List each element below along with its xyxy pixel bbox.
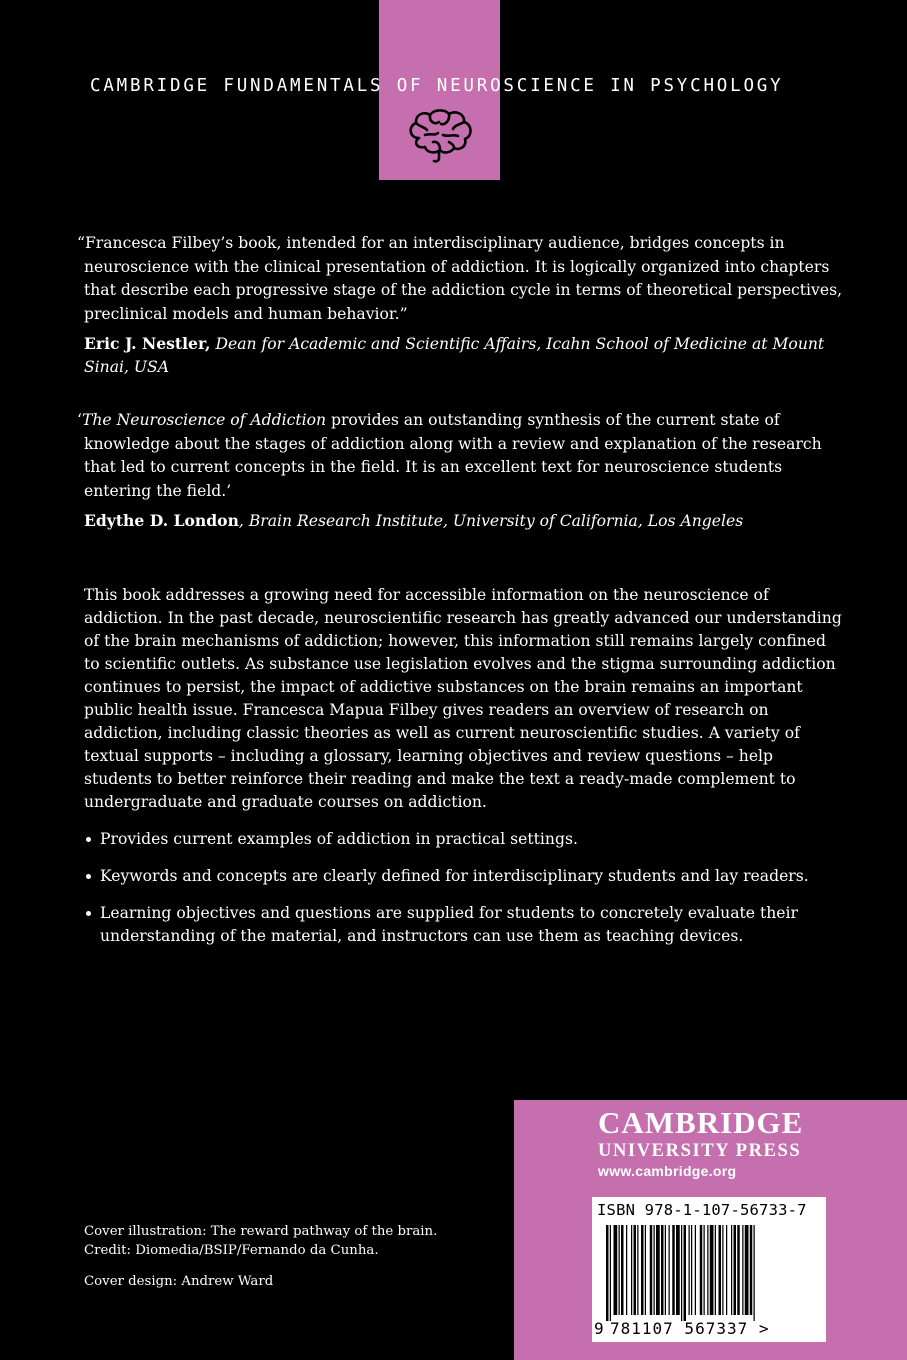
endorsement-2	[77, 409, 844, 533]
barcode-bar	[619, 1225, 620, 1315]
barcode-digit-first: 9	[594, 1319, 605, 1338]
barcode-bar	[672, 1225, 675, 1315]
bullet-icon	[86, 874, 91, 879]
barcode-bar	[650, 1225, 653, 1315]
endorsement-2-name: Edythe D. London	[84, 511, 239, 530]
design-credit: Cover design: Andrew Ward	[84, 1274, 274, 1289]
series-title: CAMBRIDGE FUNDAMENTALS OF NEUROSCIENCE IN PSYCHOLOGY	[90, 76, 784, 96]
barcode-bar	[684, 1225, 687, 1321]
endorsement-1-quote: “Francesca Filbey’s book, intended for an interdisciplinary audience, bridges concepts in neuroscience with the clinical presentation of addiction. It is logically organized into chapters that describe each progressive stage of the addiction cycle in terms of theoretical perspectives, preclinical models and human behavior.”	[77, 234, 843, 323]
barcode-bar	[681, 1225, 682, 1321]
barcode-bar	[665, 1225, 666, 1315]
endorsement-2-open-mark: ‘	[77, 411, 82, 429]
feature-text: Provides current examples of addiction in practical settings.	[100, 830, 578, 848]
feature-text: Keywords and concepts are clearly defined for interdisciplinary students and lay readers.	[100, 867, 809, 885]
endorsement-2-quote-text: provides an outstanding synthesis of the current state of knowledge about the stages of addiction along with a review and explanation of the research that led to current concepts in the field. It is an excellent text for neuroscience students entering the field.’	[84, 411, 822, 500]
barcode-bar	[669, 1225, 670, 1315]
feature-list	[84, 828, 844, 948]
publisher-name: CAMBRIDGE	[598, 1105, 804, 1140]
barcode-bar	[641, 1225, 644, 1315]
barcode-bar	[745, 1225, 749, 1315]
barcode-bar	[734, 1225, 737, 1315]
barcode-bar	[689, 1225, 690, 1315]
barcode-bar	[637, 1225, 638, 1315]
endorsement-1-attribution	[84, 332, 844, 379]
barcode-bar	[656, 1225, 660, 1315]
barcode-bar	[742, 1225, 743, 1315]
endorsement-1	[77, 232, 844, 379]
endorsement-2-affiliation: , Brain Research Institute, University of California, Los Angeles	[238, 512, 744, 530]
publisher-logo	[598, 1106, 898, 1181]
barcode-bar	[750, 1225, 753, 1315]
book-description	[84, 584, 844, 962]
barcode-bar	[695, 1225, 696, 1315]
barcode-bar	[719, 1225, 722, 1315]
feature-item	[84, 865, 844, 888]
isbn-label: ISBN 978-1-107-56733-7	[597, 1201, 807, 1219]
endorsement-2-quote	[77, 409, 844, 503]
barcode-bar	[726, 1225, 727, 1315]
barcode-bar	[715, 1225, 716, 1315]
endorsement-1-affiliation: Dean for Academic and Scientific Affairs, Icahn School of Medicine at Mount Sinai, USA	[84, 335, 825, 376]
publisher-box	[514, 1100, 907, 1360]
feature-item	[84, 902, 844, 948]
feature-text: Learning objectives and questions are supplied for students to concretely evaluate their understanding of the material, and instructors can use them as teaching devices.	[100, 904, 798, 945]
endorsement-2-book-title: The Neuroscience of Addiction	[81, 411, 327, 429]
barcode-bar	[731, 1225, 732, 1315]
barcode-bar	[700, 1225, 703, 1315]
brain-icon	[405, 108, 475, 164]
barcode-bars	[606, 1225, 812, 1321]
barcode-bar	[707, 1225, 708, 1315]
cover-credits	[84, 1222, 504, 1291]
barcode-bar	[722, 1225, 723, 1315]
barcode-bar	[621, 1225, 624, 1315]
feature-item	[84, 828, 844, 851]
illustration-credit: Cover illustration: The reward pathway of the brain.	[84, 1224, 438, 1239]
endorsement-1-name: Eric J. Nestler,	[84, 334, 211, 353]
bullet-icon	[86, 911, 91, 916]
barcode-bar	[654, 1225, 655, 1315]
barcode-bar	[645, 1225, 646, 1315]
publisher-subname: UNIVERSITY PRESS	[598, 1141, 802, 1161]
barcode-bar	[710, 1225, 714, 1315]
barcode-bar	[634, 1225, 637, 1315]
barcode-bar	[661, 1225, 664, 1315]
barcode-bar	[691, 1225, 692, 1315]
photo-credit: Credit: Diomedia/BSIP/Fernando da Cunha.	[84, 1243, 379, 1258]
barcode-bar	[737, 1225, 740, 1315]
barcode-bar	[606, 1225, 609, 1321]
description-paragraph: This book addresses a growing need for accessible information on the neuroscience of addiction. In the past decade, neuroscientific research has greatly advanced our understanding of the brain mechanisms of addiction; however, this information still remains largely confined to scientific outlets. As substance use legislation evolves and the stigma surrounding addiction continues to persist, the impact of addictive substances on the brain remains an important public health issue. Francesca Mapua Filbey gives readers an overview of research on addiction, including classic theories as well as current neuroscientific studies. A variety of textual supports – including a glossary, learning objectives and review questions – help students to better reinforce their reading and make the text a ready-made complement to undergraduate and graduate courses on addiction.	[84, 586, 842, 811]
barcode-bar	[676, 1225, 680, 1315]
barcode-bar	[754, 1225, 755, 1321]
barcode-bar	[704, 1225, 705, 1315]
isbn-barcode	[592, 1197, 826, 1342]
endorsement-2-attribution	[84, 509, 844, 533]
publisher-url: www.cambridge.org	[598, 1163, 737, 1179]
barcode-bar	[631, 1225, 632, 1315]
barcode-bar	[610, 1225, 611, 1321]
barcode-bar	[614, 1225, 618, 1315]
barcode-digit-rest: 781107 567337 >	[610, 1319, 770, 1338]
barcode-bar	[626, 1225, 627, 1315]
bullet-icon	[86, 837, 91, 842]
